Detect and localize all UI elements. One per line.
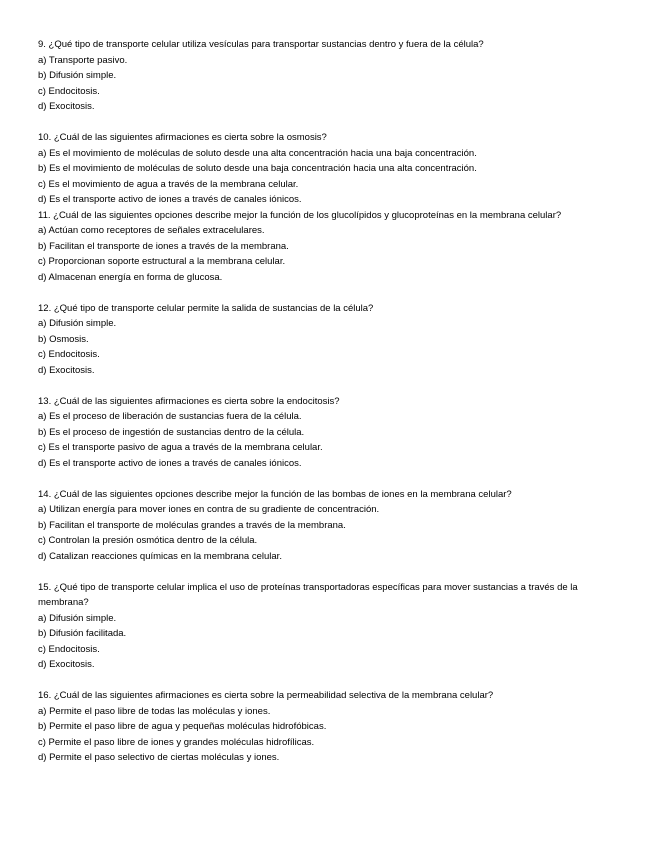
option-c: c) Proporcionan soporte estructural a la membrana celular.: [38, 256, 286, 267]
question-text: 15. ¿Qué tipo de transporte celular implica el uso de proteínas transportadoras específicas para mover sustancias a través de la membrana?: [38, 581, 578, 608]
option-d: d) Almacenan energía en forma de glucosa.: [38, 271, 223, 283]
option-b: b) Es el movimiento de moléculas de soluto desde una baja concentración hacia una alta concentración.: [38, 163, 477, 174]
question-16: [38, 688, 618, 766]
option-b: b) Es el proceso de ingestión de sustancias dentro de la célula.: [38, 426, 305, 438]
question-10: [38, 130, 618, 208]
option-c: c) Permite el paso libre de iones y grandes moléculas hidrofílicas.: [38, 736, 315, 748]
option-b: b) Osmosis.: [38, 333, 89, 345]
question-text: 14. ¿Cuál de las siguientes opciones describe mejor la función de las bombas de iones en la membrana celular?: [38, 488, 512, 500]
question-text: 16. ¿Cuál de las siguientes afirmaciones es cierta sobre la permeabilidad selectiva de la membrana celular?: [38, 690, 494, 701]
option-b: b) Facilitan el transporte de moléculas grandes a través de la membrana.: [38, 519, 346, 531]
question-text: 12. ¿Qué tipo de transporte celular permite la salida de sustancias de la célula?: [38, 302, 374, 314]
option-c: c) Controlan la presión osmótica dentro de la célula.: [38, 535, 258, 546]
option-b: b) Permite el paso libre de agua y pequeñas moléculas hidrofóbicas.: [38, 721, 327, 732]
option-c: c) Es el movimiento de agua a través de la membrana celular.: [38, 178, 299, 190]
option-d: d) Exocitosis.: [38, 364, 95, 376]
option-b: b) Difusión facilitada.: [38, 628, 127, 639]
question-13: [38, 394, 618, 472]
option-d: d) Permite el paso selectivo de ciertas moléculas y iones.: [38, 752, 280, 763]
option-a: a) Permite el paso libre de todas las moléculas y iones.: [38, 705, 271, 717]
option-c: c) Endocitosis.: [38, 349, 100, 360]
question-9: [38, 37, 618, 115]
question-text: 11. ¿Cuál de las siguientes opciones describe mejor la función de los glucolípidos y glucoproteínas en la membrana celular?: [38, 209, 562, 221]
option-d: d) Es el transporte activo de iones a través de canales iónicos.: [38, 194, 302, 205]
question-11: [38, 208, 618, 286]
option-b: b) Facilitan el transporte de iones a través de la membrana.: [38, 240, 289, 252]
question-text: 9. ¿Qué tipo de transporte celular utiliza vesículas para transportar sustancias dentro y fuera de la célula?: [38, 39, 484, 50]
option-a: a) Es el proceso de liberación de sustancias fuera de la célula.: [38, 411, 302, 422]
option-c: c) Endocitosis.: [38, 85, 100, 97]
option-a: a) Actúan como receptores de señales extracelulares.: [38, 225, 265, 236]
option-c: c) Es el transporte pasivo de agua a través de la membrana celular.: [38, 442, 323, 453]
document-page: [38, 37, 618, 781]
question-text: 13. ¿Cuál de las siguientes afirmaciones es cierta sobre la endocitosis?: [38, 395, 340, 407]
option-d: d) Es el transporte activo de iones a través de canales iónicos.: [38, 457, 302, 469]
option-b: b) Difusión simple.: [38, 70, 117, 81]
option-c: c) Endocitosis.: [38, 643, 100, 655]
option-a: a) Utilizan energía para mover iones en contra de su gradiente de concentración.: [38, 504, 380, 515]
option-a: a) Difusión simple.: [38, 612, 117, 624]
question-15: [38, 580, 618, 673]
question-12: [38, 301, 618, 379]
option-d: d) Exocitosis.: [38, 659, 95, 670]
option-a: a) Es el movimiento de moléculas de soluto desde una alta concentración hacia una baja concentración.: [38, 147, 477, 159]
question-14: [38, 487, 618, 565]
option-a: a) Difusión simple.: [38, 318, 117, 329]
option-d: d) Exocitosis.: [38, 101, 95, 112]
option-d: d) Catalizan reacciones químicas en la membrana celular.: [38, 550, 282, 562]
option-a: a) Transporte pasivo.: [38, 54, 128, 66]
question-text: 10. ¿Cuál de las siguientes afirmaciones es cierta sobre la osmosis?: [38, 132, 327, 143]
